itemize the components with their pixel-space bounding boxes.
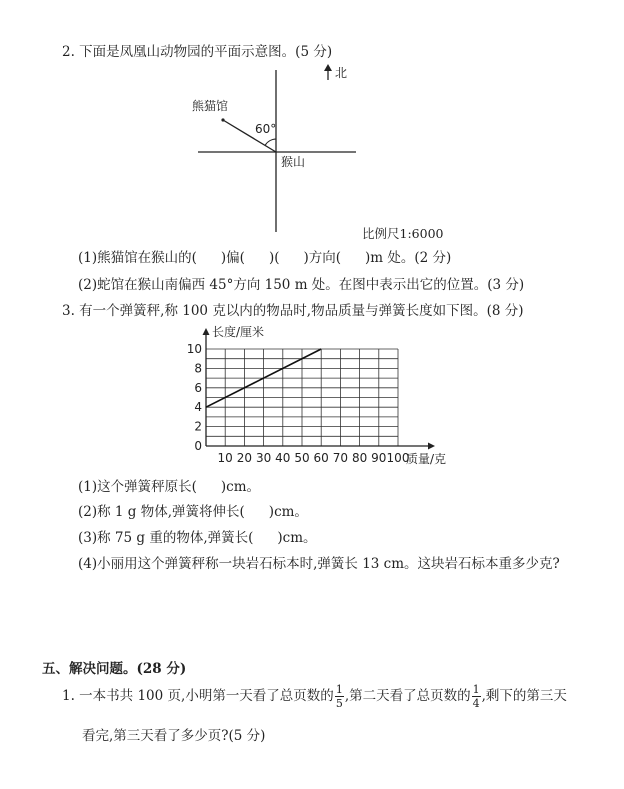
y-tick-label: 8 [194, 361, 202, 376]
q3-sub1: (1)这个弹簧秤原长( )cm。 [78, 479, 261, 495]
x-tick-label: 70 [332, 451, 349, 465]
s5-q1-line2: 看完,第三天看了多少页?(5 分) [82, 728, 266, 744]
y-axis-arrow-icon [203, 328, 210, 335]
scale-label: 比例尺1:6000 [362, 226, 444, 241]
q2-title: 2. 下面是凤凰山动物园的平面示意图。(5 分) [62, 44, 333, 60]
x-tick-label: 10 [217, 451, 233, 465]
q3-sub4: (4)小丽用这个弹簧秤称一块岩石标本时,弹簧长 13 cm。这块岩石标本重多少克? [78, 556, 560, 572]
x-tick-label: 50 [294, 451, 310, 465]
chart-axes [203, 328, 436, 450]
s5-q1-line1: 1. 一本书共 100 页,小明第一天看了总页数的 $\frac{1}{5}$ ,第二天看了总页数的 $\frac{1}{4}$ ,剩下的第三天 [62, 683, 567, 710]
x-tick-label: 20 [236, 451, 253, 465]
zoo-map [180, 62, 480, 242]
panda-label: 熊猫馆 [192, 99, 229, 113]
q2-sub2: (2)蛇馆在猴山南偏西 45°方向 150 m 处。在图中表示出它的位置。(3 分) [78, 277, 525, 293]
q3-sub3: (3)称 75 g 重的物体,弹簧长( )cm。 [78, 530, 317, 546]
y-tick-label: 6 [194, 380, 202, 395]
fraction-one-fifth: $\frac{1}{5}$ [335, 683, 343, 710]
spring-chart [170, 322, 470, 470]
north-label: 北 [335, 66, 348, 80]
q3-sub2: (2)称 1 g 物体,弹簧将伸长( )cm。 [78, 504, 308, 520]
x-tick-label: 40 [275, 451, 291, 465]
y-tick-label: 2 [194, 419, 202, 434]
x-tick-label: 100 [386, 451, 410, 465]
y-axis-label: 长度/厘米 [212, 325, 265, 339]
north-arrow-icon [324, 64, 332, 71]
section5-title: 五、解决问题。(28 分) [42, 661, 187, 677]
panda-point [221, 118, 224, 121]
chart-grid [206, 349, 398, 446]
x-axis-arrow-icon [428, 443, 435, 450]
monkey-label: 猴山 [281, 155, 306, 169]
y-tick-label: 0 [194, 439, 202, 453]
x-tick-label: 60 [313, 451, 329, 465]
y-tick-label: 10 [186, 342, 202, 356]
angle-label: 60° [255, 122, 277, 136]
x-tick-label: 30 [255, 451, 272, 465]
x-tick-label: 80 [351, 451, 368, 465]
angle-arc [265, 139, 276, 146]
x-tick-label: 90 [371, 451, 387, 465]
q3-title: 3. 有一个弹簧秤,称 100 克以内的物品时,物品质量与弹簧长度如下图。(8 分) [62, 303, 524, 319]
x-axis-label: 质量/克 [406, 452, 447, 466]
y-tick-label: 4 [194, 400, 202, 415]
q2-sub1: (1)熊猫馆在猴山的( )偏( )( )方向( )m 处。(2 分) [78, 250, 452, 266]
fraction-one-fourth: $\frac{1}{4}$ [472, 683, 480, 710]
